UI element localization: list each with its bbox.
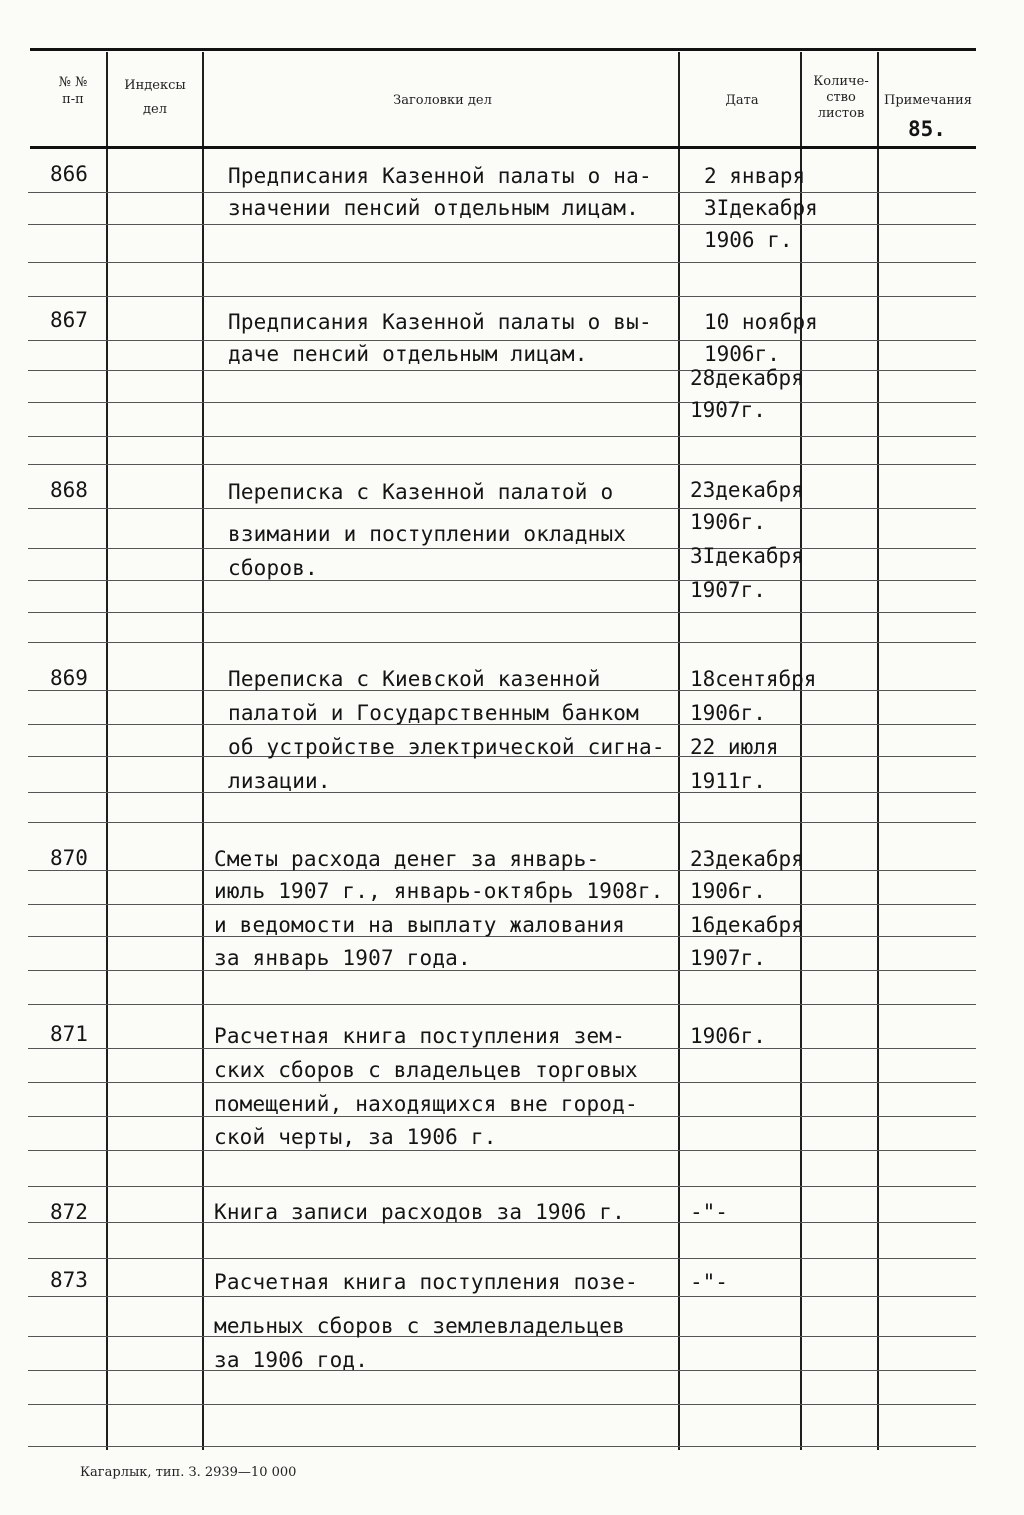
sheet-number: 85. bbox=[908, 117, 946, 141]
ruled-line bbox=[28, 1370, 976, 1371]
date-line: 1906г. bbox=[690, 879, 766, 903]
ruled-line bbox=[28, 262, 976, 263]
header-date-label: Дата bbox=[725, 93, 759, 108]
ruled-line bbox=[28, 792, 976, 793]
row-number: 868 bbox=[50, 478, 88, 502]
date-line: 18сентября bbox=[690, 667, 817, 691]
title-line: июль 1907 г., январь-октябрь 1908г. bbox=[214, 879, 664, 903]
date-line: 1906г. bbox=[690, 1024, 766, 1048]
date-line: 2 января bbox=[704, 164, 806, 188]
date-line: 1906г. bbox=[690, 510, 766, 534]
ruled-line bbox=[28, 1150, 976, 1151]
title-line: Предписания Казенной палаты о на- bbox=[228, 164, 652, 188]
ruled-line bbox=[28, 1296, 976, 1297]
printer-imprint: Кагарлык, тип. З. 2939—10 000 bbox=[80, 1465, 297, 1480]
title-line: взимании и поступлении окладных bbox=[228, 522, 627, 546]
date-line: 3Iдекабря bbox=[704, 196, 818, 220]
date-line: -"- bbox=[690, 1200, 728, 1224]
date-line: 28декабря bbox=[690, 366, 804, 390]
header-sheets-col bbox=[803, 74, 879, 122]
date-line: 1906г. bbox=[690, 701, 766, 725]
ruled-line bbox=[28, 548, 976, 549]
date-line: 23декабря bbox=[690, 847, 804, 871]
title-line: об устройстве электрической сигна- bbox=[228, 735, 665, 759]
row-number: 869 bbox=[50, 666, 88, 690]
title-line: сборов. bbox=[228, 556, 318, 580]
ruled-line bbox=[28, 1258, 976, 1259]
ruled-line bbox=[28, 402, 976, 403]
ruled-line bbox=[28, 1048, 976, 1049]
ruled-line bbox=[28, 904, 976, 905]
ruled-line bbox=[28, 464, 976, 465]
row-number: 871 bbox=[50, 1022, 88, 1046]
title-line: Переписка с Киевской казенной bbox=[228, 667, 601, 691]
title-line: помещений, находящихся вне город- bbox=[214, 1092, 638, 1116]
ruled-line bbox=[28, 1082, 976, 1083]
date-line: 1906г. bbox=[704, 342, 780, 366]
ruled-line bbox=[28, 370, 976, 371]
ruled-line bbox=[28, 1116, 976, 1117]
title-line: ских сборов с владельцев торговых bbox=[214, 1058, 638, 1082]
date-line: 23декабря bbox=[690, 478, 804, 502]
date-line: 1907г. bbox=[690, 398, 766, 422]
title-line: даче пенсий отдельным лицам. bbox=[228, 342, 588, 366]
ruled-line bbox=[28, 970, 976, 971]
row-number: 872 bbox=[50, 1200, 88, 1224]
title-line: Предписания Казенной палаты о вы- bbox=[228, 310, 652, 334]
date-line: 10 ноября bbox=[704, 310, 818, 334]
title-line: Книга записи расходов за 1906 г. bbox=[214, 1200, 625, 1224]
date-line: 1911г. bbox=[690, 769, 766, 793]
ruled-line bbox=[28, 192, 976, 193]
header-top-rule bbox=[30, 48, 976, 51]
title-line: и ведомости на выплату жалования bbox=[214, 913, 625, 937]
title-line: за январь 1907 года. bbox=[214, 946, 471, 970]
ruled-line bbox=[28, 1004, 976, 1005]
header-bottom-rule bbox=[30, 146, 976, 149]
header-index-label: Индексы дел bbox=[124, 78, 186, 117]
title-line: значении пенсий отдельным лицам. bbox=[228, 196, 639, 220]
title-line: Расчетная книга поступления зем- bbox=[214, 1024, 625, 1048]
row-number: 867 bbox=[50, 308, 88, 332]
ruled-line bbox=[28, 296, 976, 297]
header-sheets-label: Количе- ство листов bbox=[813, 74, 869, 121]
ruled-line bbox=[28, 340, 976, 341]
row-number: 870 bbox=[50, 846, 88, 870]
header-index-col bbox=[110, 74, 200, 122]
date-line: 16декабря bbox=[690, 913, 804, 937]
title-line: лизации. bbox=[228, 769, 331, 793]
date-line: -"- bbox=[690, 1270, 728, 1294]
row-number: 866 bbox=[50, 162, 88, 186]
date-line: 1907г. bbox=[690, 946, 766, 970]
ruled-line bbox=[28, 822, 976, 823]
ruled-line bbox=[28, 224, 976, 225]
ruled-line bbox=[28, 580, 976, 581]
header-title-col bbox=[205, 92, 680, 109]
header-number-label: № № п-п bbox=[58, 75, 88, 107]
ruled-line bbox=[28, 642, 976, 643]
title-line: мельных сборов с землевладельцев bbox=[214, 1314, 625, 1338]
ruled-line bbox=[28, 508, 976, 509]
header-title-label: Заголовки дел bbox=[393, 93, 492, 108]
header-date-col bbox=[682, 92, 802, 109]
ruled-line bbox=[28, 436, 976, 437]
header-number-col bbox=[38, 74, 108, 108]
title-line: ской черты, за 1906 г. bbox=[214, 1125, 497, 1149]
date-line: 3Iдекабря bbox=[690, 544, 804, 568]
date-line: 1907г. bbox=[690, 578, 766, 602]
title-line: палатой и Государственным банком bbox=[228, 701, 639, 725]
date-line: 1906 г. bbox=[704, 228, 793, 252]
title-line: Расчетная книга поступления позе- bbox=[214, 1270, 638, 1294]
ruled-line bbox=[28, 612, 976, 613]
header-notes-label: Примечания bbox=[883, 93, 972, 108]
header-notes-col bbox=[880, 92, 976, 109]
row-number: 873 bbox=[50, 1268, 88, 1292]
title-line: за 1906 год. bbox=[214, 1348, 369, 1372]
ruled-line bbox=[28, 1446, 976, 1447]
date-line: 22 июля bbox=[690, 735, 779, 759]
title-line: Переписка с Казенной палатой о bbox=[228, 480, 614, 504]
ruled-line bbox=[28, 1186, 976, 1187]
ruled-line bbox=[28, 1404, 976, 1405]
title-line: Сметы расхода денег за январь- bbox=[214, 847, 600, 871]
